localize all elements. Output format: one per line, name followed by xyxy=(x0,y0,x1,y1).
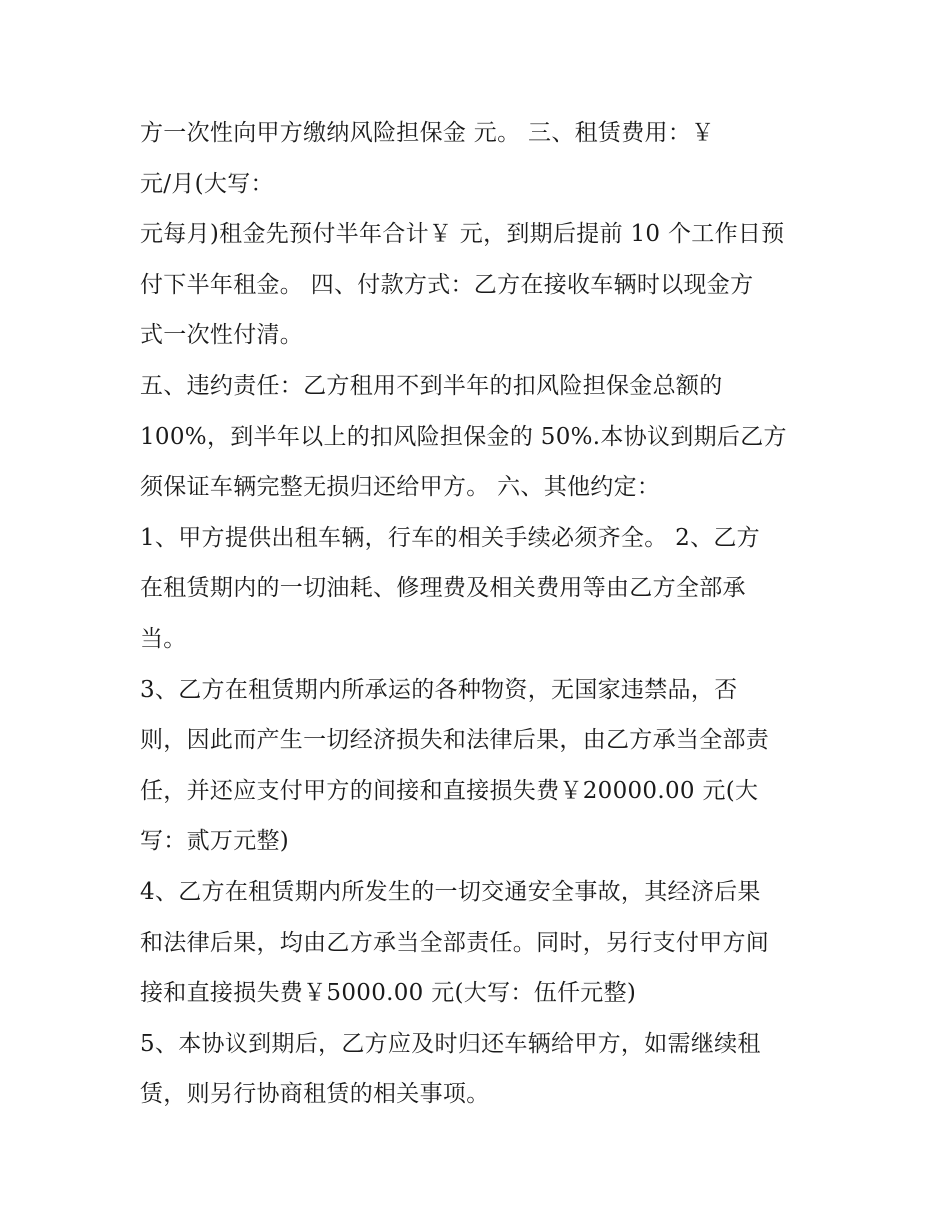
text-line: 4、乙方在租赁期内所发生的一切交通安全事故，其经济后果 xyxy=(140,878,761,905)
text-line: 任，并还应支付甲方的间接和直接损失费￥20000.00 元(大 xyxy=(140,777,759,804)
text-line: 100%，到半年以上的扣风险担保金的 50%.本协议到期后乙方 xyxy=(140,423,787,450)
text-line: 5、本协议到期后，乙方应及时归还车辆给甲方，如需继续租 xyxy=(140,1030,761,1057)
text-line: 接和直接损失费￥5000.00 元(大写：伍仟元整) xyxy=(140,980,637,1007)
document-body xyxy=(140,108,820,1120)
text-line: 式一次性付清。 xyxy=(140,322,304,349)
text-line: 方一次性向甲方缴纳风险担保金 元。 三、租赁费用：￥ xyxy=(140,120,715,146)
text-line: 付下半年租金。 四、付款方式：乙方在接收车辆时以现金方 xyxy=(140,271,754,298)
text-line: 五、违约责任：乙方租用不到半年的扣风险担保金总额的 xyxy=(140,372,723,399)
text-line: 1、甲方提供出租车辆，行车的相关手续必须齐全。 2、乙方 xyxy=(140,524,760,551)
text-line: 元每月)租金先预付半年合计￥ 元，到期后提前 10 个工作日预 xyxy=(140,221,785,248)
text-line: 则，因此而产生一切经济损失和法律后果，由乙方承当全部责 xyxy=(140,727,770,754)
text-line: 须保证车辆完整无损归还给甲方。 六、其他约定： xyxy=(140,474,661,501)
text-line: 写：贰万元整) xyxy=(140,828,290,855)
text-line: 元/月(大写： xyxy=(140,170,274,197)
text-line: 在租赁期内的一切油耗、修理费及相关费用等由乙方全部承 xyxy=(140,575,746,602)
text-line: 当。 xyxy=(140,625,187,652)
text-line: 赁，则另行协商租赁的相关事项。 xyxy=(140,1081,490,1108)
text-line: 3、乙方在租赁期内所承运的各种物资，无国家违禁品，否 xyxy=(140,676,738,703)
text-line: 和法律后果，均由乙方承当全部责任。同时，另行支付甲方间 xyxy=(140,929,770,956)
